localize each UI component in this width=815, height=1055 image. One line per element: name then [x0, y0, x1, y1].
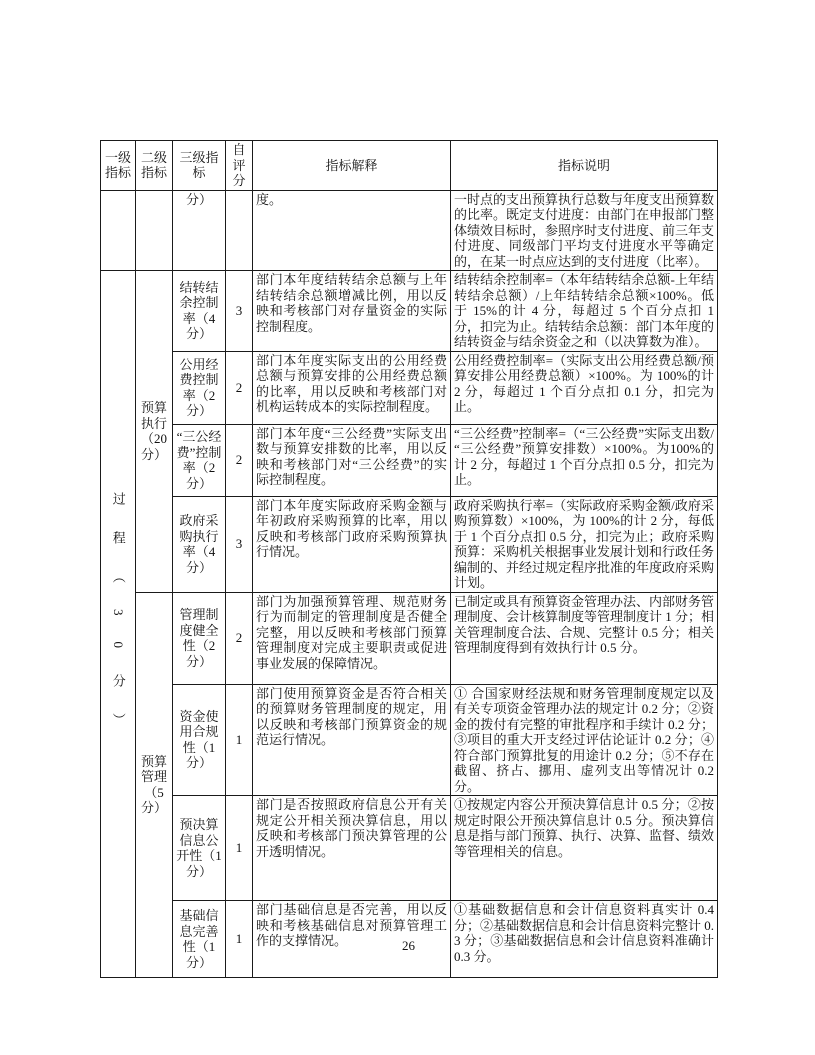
table-row	[101, 271, 718, 352]
indicator-cell: 基础信息完善性（1分）	[173, 901, 226, 978]
table-row	[101, 796, 718, 901]
indicator-cell: 公用经费控制率（2分）	[173, 351, 226, 424]
header-level3: 三级指标	[173, 141, 226, 191]
score-cell: 3	[226, 496, 253, 592]
explanation-cell: 部门使用预算资金是否符合相关的预算财务管理制度的规定，用以反映和考核部门预算资金的规范运行情况。	[253, 684, 451, 796]
level2-empty-cell	[136, 190, 173, 271]
explanation-cell: 度。	[253, 190, 451, 271]
note-cell: 公用经费控制率=（实际支出公用经费总额/预算安排公用经费总额）×100%。为 100%的计 2 分，每超过 1 个百分点扣 0.1 分，扣完为止。	[451, 351, 718, 424]
indicator-cell: 结转结余控制率（4分）	[173, 271, 226, 352]
header-self-score: 自评分	[226, 141, 253, 191]
page-number: 26	[402, 938, 415, 953]
indicator-cell: 资金使用合规性（1分）	[173, 684, 226, 796]
header-explanation: 指标解释	[253, 141, 451, 191]
explanation-cell: 部门为加强预算管理、规范财务行为而制定的管理制度是否健全完整，用以反映和考核部门预算管理制度对完成主要职责或促进事业发展的保障情况。	[253, 592, 451, 684]
explanation-cell: 部门基础信息是否完善，用以反映和考核基础信息对预算管理工作的支撑情况。	[253, 901, 451, 978]
indicator-cell: “三公经费”控制率（2分）	[173, 424, 226, 496]
score-cell: 1	[226, 901, 253, 978]
score-cell: 3	[226, 271, 253, 352]
note-cell: ①基础数据信息和会计信息资料真实计 0.4 分；②基础数据信息和会计信息资料完整计 0.3 分；③基础数据信息和会计信息资料准确计 0.3 分。	[451, 901, 718, 978]
level1-process-cell	[101, 271, 136, 978]
header-note: 指标说明	[451, 141, 718, 191]
score-cell	[226, 190, 253, 271]
note-cell: ①按规定内容公开预决算信息计 0.5 分；②按规定时限公开预决算信息计 0.5 分。预决算信息是指与部门预算、执行、决算、监督、绩效等管理相关的信息。	[451, 796, 718, 901]
score-cell: 1	[226, 684, 253, 796]
explanation-cell: 部门本年度实际政府采购金额与年初政府采购预算的比率，用以反映和考核部门政府采购预算执行情况。	[253, 496, 451, 592]
indicator-cell: 分）	[173, 190, 226, 271]
table-row	[101, 424, 718, 496]
score-cell: 1	[226, 796, 253, 901]
score-cell: 2	[226, 592, 253, 684]
level1-empty-cell	[101, 190, 136, 271]
note-cell: 一时点的支出预算执行总数与年度支出预算数的比率。既定支付进度：由部门在申报部门整体绩效目标时，参照序时支付进度、前三年支付进度、同级部门平均支付进度水平等确定的，在某一时点应达到的支付进度（比率）。	[451, 190, 718, 271]
table-row	[101, 190, 718, 271]
header-level2: 二级指标	[136, 141, 173, 191]
table-header-row	[101, 141, 718, 191]
table-row	[101, 684, 718, 796]
note-cell: “三公经费”控制率=（“三公经费”实际支出数/“三公经费”预算安排数）×100%。为100%的计 2 分，每超过 1 个百分点扣 0.5 分，扣完为止。	[451, 424, 718, 496]
indicator-cell: 预决算信息公开性（1分）	[173, 796, 226, 901]
score-cell: 2	[226, 351, 253, 424]
level1-label: 过程（30分）	[110, 492, 126, 753]
explanation-cell: 部门本年度结转结余总额与上年结转结余总额增减比例，用以反映和考核部门对存量资金的实际控制程度。	[253, 271, 451, 352]
level2-budget-management-cell: 预算管理（5分）	[136, 592, 173, 978]
explanation-cell: 部门本年度实际支出的公用经费总额与预算安排的公用经费总额的比率，用以反映和考核部门对机构运转成本的实际控制程度。	[253, 351, 451, 424]
note-cell: 政府采购执行率=（实际政府采购金额/政府采购预算数）×100%，为 100%的计 2 分，每低于 1 个百分点扣 0.5 分，扣完为止；政府采购预算：采购机关根据事业发展计划和行政任务编制的、并经过规定程序批准的年度政府采购计划。	[451, 496, 718, 592]
explanation-cell: 部门本年度“三公经费”实际支出数与预算安排数的比率，用以反映和考核部门对“三公经费”的实际控制程度。	[253, 424, 451, 496]
performance-indicator-table	[100, 140, 718, 978]
header-level1: 一级指标	[101, 141, 136, 191]
table-row	[101, 351, 718, 424]
note-cell: 已制定或具有预算资金管理办法、内部财务管理制度、会计核算制度等管理制度计 1 分；相关管理制度合法、合规、完整计 0.5 分；相关管理制度得到有效执行计 0.5 分。	[451, 592, 718, 684]
level2-budget-execution-cell: 预算执行（20分）	[136, 271, 173, 593]
score-cell: 2	[226, 424, 253, 496]
note-cell: ① 合国家财经法规和财务管理制度规定以及有关专项资金管理办法的规定计 0.2 分；②资金的拨付有完整的审批程序和手续计 0.2 分；③项目的重大开支经过评估论证计 0.2 分；④符合部门预算批复的用途计 0.2 分；⑤不存在截留、挤占、挪用、虚列支出等情况计 0.2 分。	[451, 684, 718, 796]
table-row	[101, 496, 718, 592]
explanation-cell: 部门是否按照政府信息公开有关规定公开相关预决算信息，用以反映和考核部门预决算管理的公开透明情况。	[253, 796, 451, 901]
indicator-cell: 政府采购执行率（4分）	[173, 496, 226, 592]
indicator-cell: 管理制度健全性（2分）	[173, 592, 226, 684]
table-row	[101, 592, 718, 684]
note-cell: 结转结余控制率=（本年结转结余总额-上年结转结余总额）/上年结转结余总额×100%。低于 15%的计 4 分，每超过 5 个百分点扣 1 分，扣完为止。结转结余总额：部门本年度的结转资金与结余资金之和（以决算数为准）。	[451, 271, 718, 352]
